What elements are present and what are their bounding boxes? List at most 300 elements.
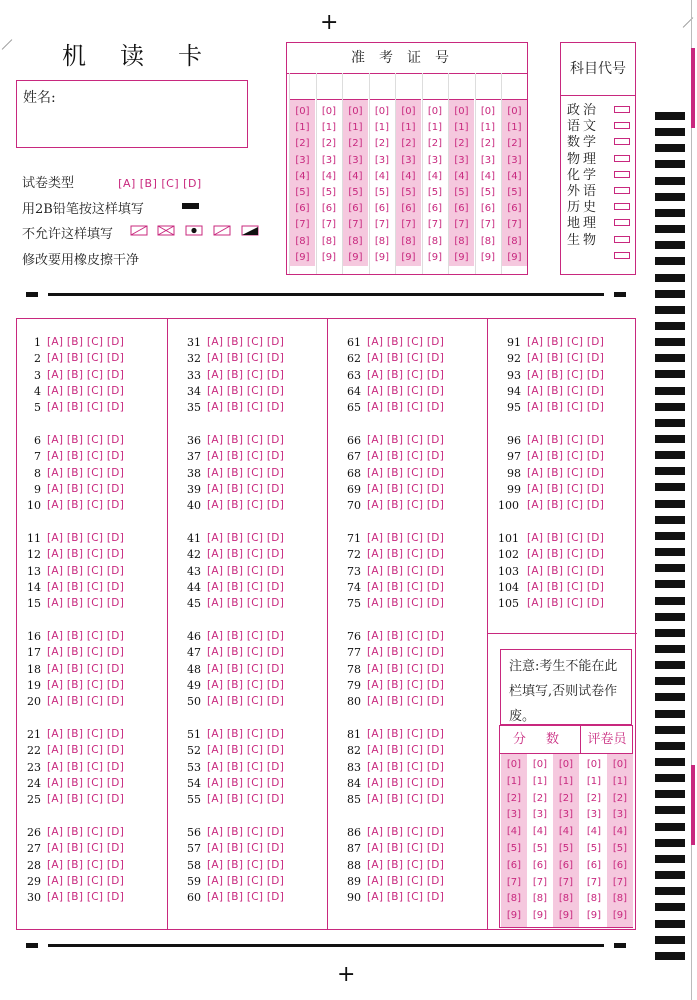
question-options[interactable]: [A] [B] [C] [D] xyxy=(47,384,125,397)
ticket-digit-bubble[interactable]: [7] xyxy=(454,219,469,231)
ticket-write-cell[interactable] xyxy=(476,73,501,100)
question-options[interactable]: [A] [B] [C] [D] xyxy=(47,662,125,675)
score-digit-bubble[interactable]: [7] xyxy=(612,876,628,888)
timing-mark xyxy=(655,613,685,621)
score-digit-bubble[interactable]: [4] xyxy=(586,826,602,838)
ticket-write-cell[interactable] xyxy=(370,73,395,100)
ticket-digit-bubble[interactable]: [1] xyxy=(348,122,363,134)
ticket-write-cell[interactable] xyxy=(449,73,474,100)
question-options[interactable]: [A] [B] [C] [D] xyxy=(207,874,285,887)
question-options[interactable]: [A] [B] [C] [D] xyxy=(47,564,125,577)
question-options[interactable]: [A] [B] [C] [D] xyxy=(367,744,445,757)
score-digit-bubble[interactable]: [1] xyxy=(612,775,628,787)
question-options[interactable]: [A] [B] [C] [D] xyxy=(527,368,605,381)
ticket-digit-bubble[interactable]: [6] xyxy=(401,203,416,215)
question-options[interactable]: [A] [B] [C] [D] xyxy=(47,858,125,871)
ticket-digit-bubble[interactable]: [7] xyxy=(401,219,416,231)
question-options[interactable]: [A] [B] [C] [D] xyxy=(207,646,285,659)
score-digit-bubble[interactable]: [0] xyxy=(612,759,628,770)
ticket-digit-bubble[interactable]: [2] xyxy=(321,138,337,150)
ticket-digit-bubble[interactable]: [4] xyxy=(454,170,469,182)
question-options[interactable]: [A] [B] [C] [D] xyxy=(207,842,285,855)
ticket-digit-bubble[interactable]: [3] xyxy=(295,154,310,166)
question-options[interactable]: [A] [B] [C] [D] xyxy=(207,352,285,365)
ticket-digit-bubble[interactable]: [9] xyxy=(321,251,337,263)
question-options[interactable]: [A] [B] [C] [D] xyxy=(47,744,125,757)
ticket-digit-bubble[interactable]: [1] xyxy=(295,122,310,134)
question-options[interactable]: [A] [B] [C] [D] xyxy=(207,532,285,544)
question-options[interactable]: [A] [B] [C] [D] xyxy=(527,597,605,610)
timing-mark xyxy=(655,354,685,362)
ticket-digit-bubble[interactable]: [8] xyxy=(348,235,363,247)
question-options[interactable]: [A] [B] [C] [D] xyxy=(47,352,125,365)
ticket-write-cell[interactable] xyxy=(343,73,368,100)
question-options[interactable]: [A] [B] [C] [D] xyxy=(207,826,285,838)
question-options[interactable]: [A] [B] [C] [D] xyxy=(367,630,445,642)
question-options[interactable]: [A] [B] [C] [D] xyxy=(207,384,285,397)
score-digit-bubble[interactable]: [8] xyxy=(586,893,602,905)
question-options[interactable]: [A] [B] [C] [D] xyxy=(527,466,605,479)
question-options[interactable]: [A] [B] [C] [D] xyxy=(527,352,605,365)
score-digit-bubble[interactable]: [4] xyxy=(612,826,628,838)
question-options[interactable]: [A] [B] [C] [D] xyxy=(367,580,445,593)
score-digit-bubble[interactable]: [4] xyxy=(506,826,522,838)
question-options[interactable]: [A] [B] [C] [D] xyxy=(207,728,285,740)
score-digit-bubble[interactable]: [0] xyxy=(532,759,548,770)
correct-fill-example xyxy=(182,203,199,209)
ticket-digit-bubble[interactable]: [1] xyxy=(427,122,443,134)
ticket-digit-bubble[interactable]: [2] xyxy=(295,138,310,150)
question-options[interactable]: [A] [B] [C] [D] xyxy=(47,466,125,479)
score-digit-bubble[interactable]: [7] xyxy=(586,876,602,888)
question-options[interactable]: [A] [B] [C] [D] xyxy=(207,482,285,495)
score-digit-bubble[interactable]: [2] xyxy=(558,792,574,804)
score-digit-bubble[interactable]: [6] xyxy=(586,859,602,871)
question-options[interactable]: [A] [B] [C] [D] xyxy=(207,466,285,479)
question-options[interactable]: [A] [B] [C] [D] xyxy=(367,352,445,365)
question-number: 102 xyxy=(498,548,519,562)
score-digit-bubble[interactable]: [2] xyxy=(532,792,548,804)
ticket-digit-bubble[interactable]: [7] xyxy=(321,219,337,231)
ticket-digit-bubble[interactable]: [6] xyxy=(480,203,496,215)
question-options[interactable]: [A] [B] [C] [D] xyxy=(207,564,285,577)
score-digit-bubble[interactable]: [6] xyxy=(506,859,522,871)
question-options[interactable]: [A] [B] [C] [D] xyxy=(527,532,605,544)
question-options[interactable]: [A] [B] [C] [D] xyxy=(47,695,125,708)
question-options[interactable]: [A] [B] [C] [D] xyxy=(47,580,125,593)
question-options[interactable]: [A] [B] [C] [D] xyxy=(47,482,125,495)
ticket-digit-bubble[interactable]: [3] xyxy=(507,154,522,166)
question-options[interactable]: [A] [B] [C] [D] xyxy=(367,548,445,561)
ticket-write-cell[interactable] xyxy=(502,73,527,100)
ticket-digit-bubble[interactable]: [1] xyxy=(321,122,337,134)
ticket-digit-bubble[interactable]: [0] xyxy=(374,106,390,117)
score-digit-bubble[interactable]: [9] xyxy=(612,910,628,922)
timing-mark xyxy=(655,435,685,443)
ticket-digit-bubble[interactable]: [7] xyxy=(295,219,310,231)
question-number: 105 xyxy=(498,597,519,611)
question-options[interactable]: [A] [B] [C] [D] xyxy=(207,891,285,904)
ticket-digit-bubble[interactable]: [8] xyxy=(507,235,522,247)
question-options[interactable]: [A] [B] [C] [D] xyxy=(207,695,285,708)
ticket-digit-bubble[interactable]: [5] xyxy=(295,186,310,198)
ticket-digit-bubble[interactable]: [6] xyxy=(348,203,363,215)
question-number: 94 xyxy=(507,384,521,398)
ticket-digit-bubble[interactable]: [0] xyxy=(454,106,469,117)
subject-bubble[interactable] xyxy=(614,155,630,162)
question-options[interactable]: [A] [B] [C] [D] xyxy=(367,858,445,871)
score-digit-bubble[interactable]: [3] xyxy=(558,809,574,821)
score-digit-bubble[interactable]: [5] xyxy=(558,842,574,854)
timing-mark xyxy=(655,726,685,734)
score-digit-bubble[interactable]: [3] xyxy=(506,809,522,821)
ticket-digit-bubble[interactable]: [8] xyxy=(480,235,496,247)
score-digit-bubble[interactable]: [3] xyxy=(532,809,548,821)
ticket-digit-bubble[interactable]: [5] xyxy=(401,186,416,198)
score-digit-bubble[interactable]: [9] xyxy=(586,910,602,922)
ticket-digit-bubble[interactable]: [6] xyxy=(427,203,443,215)
ticket-digit-bubble[interactable]: [9] xyxy=(348,251,363,263)
ticket-digit-bubble[interactable]: [9] xyxy=(295,251,310,263)
ticket-write-cell[interactable] xyxy=(396,73,421,100)
question-options[interactable]: [A] [B] [C] [D] xyxy=(47,401,125,414)
score-digit-bubble[interactable]: [0] xyxy=(506,759,522,770)
question-options[interactable]: [A] [B] [C] [D] xyxy=(367,450,445,463)
question-options[interactable]: [A] [B] [C] [D] xyxy=(367,874,445,887)
question-options[interactable]: [A] [B] [C] [D] xyxy=(47,434,125,446)
score-digit-bubble[interactable]: [6] xyxy=(612,859,628,871)
registration-cross-top: + xyxy=(320,10,339,35)
question-options[interactable]: [A] [B] [C] [D] xyxy=(527,434,605,446)
question-options[interactable]: [A] [B] [C] [D] xyxy=(527,564,605,577)
ticket-digit-bubble[interactable]: [4] xyxy=(507,170,522,182)
ticket-digit-bubble[interactable]: [2] xyxy=(374,138,390,150)
score-digit-bubble[interactable]: [0] xyxy=(558,759,574,770)
question-number: 35 xyxy=(187,401,201,415)
question-options[interactable]: [A] [B] [C] [D] xyxy=(47,891,125,904)
ticket-digit-bubble[interactable]: [5] xyxy=(480,186,496,198)
question-options[interactable]: [A] [B] [C] [D] xyxy=(207,776,285,789)
score-digit-bubble[interactable]: [7] xyxy=(506,876,522,888)
ticket-digit-bubble[interactable]: [9] xyxy=(374,251,390,263)
question-options[interactable]: [A] [B] [C] [D] xyxy=(47,842,125,855)
question-options[interactable]: [A] [B] [C] [D] xyxy=(207,499,285,512)
ticket-digit-bubble[interactable]: [8] xyxy=(427,235,443,247)
ticket-write-cell[interactable] xyxy=(423,73,448,100)
ticket-digit-bubble[interactable]: [1] xyxy=(401,122,416,134)
edge-pink-bar-top xyxy=(691,48,695,128)
timing-mark xyxy=(655,274,685,282)
score-digit-bubble[interactable]: [7] xyxy=(532,876,548,888)
ticket-digit-bubble[interactable]: [9] xyxy=(480,251,496,263)
subject-bubble[interactable] xyxy=(614,171,630,178)
score-digit-bubble[interactable]: [5] xyxy=(532,842,548,854)
ticket-digit-bubble[interactable]: [5] xyxy=(321,186,337,198)
question-options[interactable]: [A] [B] [C] [D] xyxy=(367,826,445,838)
ticket-digit-bubble[interactable]: [6] xyxy=(454,203,469,215)
score-digit-bubble[interactable]: [8] xyxy=(612,893,628,905)
question-options[interactable]: [A] [B] [C] [D] xyxy=(47,548,125,561)
ticket-digit-bubble[interactable]: [5] xyxy=(507,186,522,198)
question-options[interactable]: [A] [B] [C] [D] xyxy=(367,695,445,708)
question-options[interactable]: [A] [B] [C] [D] xyxy=(367,891,445,904)
subject-bubble-extra[interactable] xyxy=(614,252,630,259)
score-digit-bubble[interactable]: [5] xyxy=(586,842,602,854)
question-options[interactable]: [A] [B] [C] [D] xyxy=(207,678,285,691)
question-options[interactable]: [A] [B] [C] [D] xyxy=(47,728,125,740)
ticket-digit-bubble[interactable]: [2] xyxy=(507,138,522,150)
question-options[interactable]: [A] [B] [C] [D] xyxy=(207,630,285,642)
ticket-digit-bubble[interactable]: [7] xyxy=(480,219,496,231)
ticket-digit-bubble[interactable]: [4] xyxy=(374,170,390,182)
question-options[interactable]: [A] [B] [C] [D] xyxy=(47,760,125,773)
ticket-write-cell[interactable] xyxy=(290,73,315,100)
ticket-digit-bubble[interactable]: [3] xyxy=(374,154,390,166)
question-options[interactable]: [A] [B] [C] [D] xyxy=(47,776,125,789)
question-options[interactable]: [A] [B] [C] [D] xyxy=(47,793,125,806)
question-options[interactable]: [A] [B] [C] [D] xyxy=(47,499,125,512)
question-number: 21 xyxy=(27,728,41,741)
question-options[interactable]: [A] [B] [C] [D] xyxy=(527,336,605,348)
question-number: 11 xyxy=(27,532,41,545)
score-digit-bubble[interactable]: [8] xyxy=(506,893,522,905)
question-options[interactable]: [A] [B] [C] [D] xyxy=(207,744,285,757)
question-options[interactable]: [A] [B] [C] [D] xyxy=(367,384,445,397)
question-options[interactable]: [A] [B] [C] [D] xyxy=(367,499,445,512)
question-options[interactable]: [A] [B] [C] [D] xyxy=(367,597,445,610)
subject-bubble[interactable] xyxy=(614,236,630,243)
ticket-digit-bubble[interactable]: [3] xyxy=(321,154,337,166)
ticket-digit-bubble[interactable]: [7] xyxy=(507,219,522,231)
question-options[interactable]: [A] [B] [C] [D] xyxy=(367,401,445,414)
timing-mark xyxy=(655,564,685,572)
subject-bubble[interactable] xyxy=(614,219,630,226)
ticket-digit-bubble[interactable]: [8] xyxy=(374,235,390,247)
score-digit-bubble[interactable]: [1] xyxy=(558,775,574,787)
ticket-digit-bubble[interactable]: [4] xyxy=(295,170,310,182)
question-options[interactable]: [A] [B] [C] [D] xyxy=(207,760,285,773)
ticket-digit-bubble[interactable]: [6] xyxy=(507,203,522,215)
score-digit-bubble[interactable]: [5] xyxy=(612,842,628,854)
ticket-digit-bubble[interactable]: [9] xyxy=(507,251,522,263)
question-options[interactable]: [A] [B] [C] [D] xyxy=(527,482,605,495)
ticket-digit-bubble[interactable]: [0] xyxy=(321,106,337,117)
ticket-digit-bubble[interactable]: [2] xyxy=(348,138,363,150)
score-digit-bubble[interactable]: [1] xyxy=(532,775,548,787)
question-options[interactable]: [A] [B] [C] [D] xyxy=(47,450,125,463)
ticket-digit-bubble[interactable]: [4] xyxy=(480,170,496,182)
column-divider xyxy=(327,319,328,929)
ticket-digit-bubble[interactable]: [1] xyxy=(507,122,522,134)
question-number: 59 xyxy=(187,874,201,888)
question-options[interactable]: [A] [B] [C] [D] xyxy=(47,597,125,610)
ticket-digit-bubble[interactable]: [2] xyxy=(401,138,416,150)
ticket-digit-bubble[interactable]: [5] xyxy=(427,186,443,198)
subject-bubble[interactable] xyxy=(614,106,630,113)
ticket-digit-bubble[interactable]: [0] xyxy=(480,106,496,117)
question-number: 90 xyxy=(347,891,361,905)
ticket-digit-bubble[interactable]: [9] xyxy=(401,251,416,263)
subject-bubble[interactable] xyxy=(614,122,630,129)
timing-mark xyxy=(655,257,685,265)
question-options[interactable]: [A] [B] [C] [D] xyxy=(367,646,445,659)
ticket-digit-bubble[interactable]: [3] xyxy=(401,154,416,166)
question-options[interactable]: [A] [B] [C] [D] xyxy=(207,368,285,381)
question-number: 2 xyxy=(34,352,41,366)
question-options[interactable]: [A] [B] [C] [D] xyxy=(367,466,445,479)
ticket-digit-bubble[interactable]: [9] xyxy=(454,251,469,263)
question-options[interactable]: [A] [B] [C] [D] xyxy=(367,776,445,789)
question-options[interactable]: [A] [B] [C] [D] xyxy=(207,336,285,348)
ticket-digit-bubble[interactable]: [3] xyxy=(480,154,496,166)
question-options[interactable]: [A] [B] [C] [D] xyxy=(47,532,125,544)
ticket-digit-bubble[interactable]: [0] xyxy=(427,106,443,117)
question-options[interactable]: [A] [B] [C] [D] xyxy=(207,662,285,675)
question-options[interactable]: [A] [B] [C] [D] xyxy=(47,874,125,887)
ticket-digit-bubble[interactable]: [1] xyxy=(454,122,469,134)
question-options[interactable]: [A] [B] [C] [D] xyxy=(367,842,445,855)
ticket-digit-bubble[interactable]: [1] xyxy=(480,122,496,134)
ticket-digit-bubble[interactable]: [2] xyxy=(427,138,443,150)
timing-mark xyxy=(655,952,685,960)
subject-bubble[interactable] xyxy=(614,187,630,194)
score-digit-bubble[interactable]: [5] xyxy=(506,842,522,854)
ticket-digit-bubble[interactable]: [5] xyxy=(348,186,363,198)
question-options[interactable]: [A] [B] [C] [D] xyxy=(47,826,125,838)
score-digit-bubble[interactable]: [8] xyxy=(558,893,574,905)
question-options[interactable]: [A] [B] [C] [D] xyxy=(527,548,605,561)
ticket-digit-bubble[interactable]: [4] xyxy=(348,170,363,182)
score-digit-bubble[interactable]: [4] xyxy=(532,826,548,838)
timing-mark xyxy=(655,645,685,653)
ticket-digit-bubble[interactable]: [7] xyxy=(348,219,363,231)
timing-mark xyxy=(655,419,685,427)
ticket-digit-bubble[interactable]: [8] xyxy=(401,235,416,247)
ticket-digit-bubble[interactable]: [8] xyxy=(454,235,469,247)
question-options[interactable]: [A] [B] [C] [D] xyxy=(527,384,605,397)
question-options[interactable]: [A] [B] [C] [D] xyxy=(207,580,285,593)
question-options[interactable]: [A] [B] [C] [D] xyxy=(367,728,445,740)
score-digit-bubble[interactable]: [7] xyxy=(558,876,574,888)
score-digit-bubble[interactable]: [1] xyxy=(586,775,602,787)
ticket-digit-bubble[interactable]: [3] xyxy=(454,154,469,166)
subject-bubble[interactable] xyxy=(614,138,630,145)
question-options[interactable]: [A] [B] [C] [D] xyxy=(207,401,285,414)
question-options[interactable]: [A] [B] [C] [D] xyxy=(47,368,125,381)
question-number: 19 xyxy=(27,678,41,692)
question-options[interactable]: [A] [B] [C] [D] xyxy=(207,793,285,806)
ticket-digit-bubble[interactable]: [0] xyxy=(295,106,310,117)
name-box[interactable] xyxy=(16,80,248,148)
score-digit-bubble[interactable]: [0] xyxy=(586,759,602,770)
score-digit-bubble[interactable]: [2] xyxy=(612,792,628,804)
score-digit-bubble[interactable]: [2] xyxy=(586,792,602,804)
score-digit-bubble[interactable]: [6] xyxy=(558,859,574,871)
timing-mark xyxy=(655,839,685,847)
score-digit-bubble[interactable]: [9] xyxy=(506,910,522,922)
ticket-digit-bubble[interactable]: [6] xyxy=(374,203,390,215)
question-options[interactable]: [A] [B] [C] [D] xyxy=(207,858,285,871)
ticket-digit-column xyxy=(316,73,342,274)
question-options[interactable]: [A] [B] [C] [D] xyxy=(367,368,445,381)
ticket-digit-column xyxy=(289,73,315,274)
ticket-digit-bubble[interactable]: [2] xyxy=(480,138,496,150)
question-options[interactable]: [A] [B] [C] [D] xyxy=(527,580,605,593)
question-options[interactable]: [A] [B] [C] [D] xyxy=(47,646,125,659)
question-number: 28 xyxy=(27,858,41,872)
ticket-digit-column xyxy=(422,73,448,274)
question-options[interactable]: [A] [B] [C] [D] xyxy=(367,662,445,675)
ticket-digit-bubble[interactable]: [5] xyxy=(454,186,469,198)
score-digit-bubble[interactable]: [3] xyxy=(586,809,602,821)
question-options[interactable]: [A] [B] [C] [D] xyxy=(47,678,125,691)
ticket-digit-bubble[interactable]: [5] xyxy=(374,186,390,198)
question-options[interactable]: [A] [B] [C] [D] xyxy=(207,597,285,610)
separator-dash xyxy=(614,292,626,297)
question-options[interactable]: [A] [B] [C] [D] xyxy=(367,678,445,691)
ticket-digit-bubble[interactable]: [1] xyxy=(374,122,390,134)
score-digit-bubble[interactable]: [4] xyxy=(558,826,574,838)
question-options[interactable]: [A] [B] [C] [D] xyxy=(207,548,285,561)
ticket-digit-bubble[interactable]: [8] xyxy=(321,235,337,247)
score-digit-bubble[interactable]: [2] xyxy=(506,792,522,804)
ticket-digit-bubble[interactable]: [4] xyxy=(401,170,416,182)
ticket-digit-bubble[interactable]: [6] xyxy=(295,203,310,215)
paper-type-row xyxy=(22,172,202,191)
paper-type-options[interactable]: [A] [B] [C] [D] xyxy=(118,177,202,190)
ticket-digit-bubble[interactable]: [3] xyxy=(427,154,443,166)
score-digit-bubble[interactable]: [1] xyxy=(506,775,522,787)
question-options[interactable]: [A] [B] [C] [D] xyxy=(367,760,445,773)
score-digit-bubble[interactable]: [8] xyxy=(532,893,548,905)
ticket-digit-bubble[interactable]: [7] xyxy=(427,219,443,231)
ticket-digit-bubble[interactable]: [9] xyxy=(427,251,443,263)
score-digit-bubble[interactable]: [6] xyxy=(532,859,548,871)
question-options[interactable]: [A] [B] [C] [D] xyxy=(367,482,445,495)
ticket-digit-bubble[interactable]: [0] xyxy=(348,106,363,117)
ticket-digit-bubble[interactable]: [2] xyxy=(454,138,469,150)
question-options[interactable]: [A] [B] [C] [D] xyxy=(207,434,285,446)
subject-bubble[interactable] xyxy=(614,203,630,210)
ticket-write-cell[interactable] xyxy=(317,73,342,100)
ticket-digit-bubble[interactable]: [4] xyxy=(427,170,443,182)
question-options[interactable]: [A] [B] [C] [D] xyxy=(527,499,605,512)
question-options[interactable]: [A] [B] [C] [D] xyxy=(47,630,125,642)
question-options[interactable]: [A] [B] [C] [D] xyxy=(367,532,445,544)
question-options[interactable]: [A] [B] [C] [D] xyxy=(47,336,125,348)
ticket-digit-bubble[interactable]: [3] xyxy=(348,154,363,166)
score-digit-bubble[interactable]: [9] xyxy=(532,910,548,922)
question-number: 6 xyxy=(34,434,41,447)
question-options[interactable]: [A] [B] [C] [D] xyxy=(527,401,605,414)
ticket-digit-bubble[interactable]: [4] xyxy=(321,170,337,182)
ticket-digit-bubble[interactable]: [0] xyxy=(401,106,416,117)
ticket-digit-bubble[interactable]: [7] xyxy=(374,219,390,231)
ticket-digit-bubble[interactable]: [8] xyxy=(295,235,310,247)
question-options[interactable]: [A] [B] [C] [D] xyxy=(207,450,285,463)
question-options[interactable]: [A] [B] [C] [D] xyxy=(367,793,445,806)
question-options[interactable]: [A] [B] [C] [D] xyxy=(367,564,445,577)
ticket-digit-bubble[interactable]: [0] xyxy=(507,106,522,117)
timing-mark xyxy=(655,677,685,685)
score-digit-bubble[interactable]: [3] xyxy=(612,809,628,821)
timing-mark xyxy=(655,144,685,152)
question-options[interactable]: [A] [B] [C] [D] xyxy=(367,434,445,446)
ticket-digit-bubble[interactable]: [6] xyxy=(321,203,337,215)
question-options[interactable]: [A] [B] [C] [D] xyxy=(367,336,445,348)
question-options[interactable]: [A] [B] [C] [D] xyxy=(527,450,605,463)
score-digit-bubble[interactable]: [9] xyxy=(558,910,574,922)
